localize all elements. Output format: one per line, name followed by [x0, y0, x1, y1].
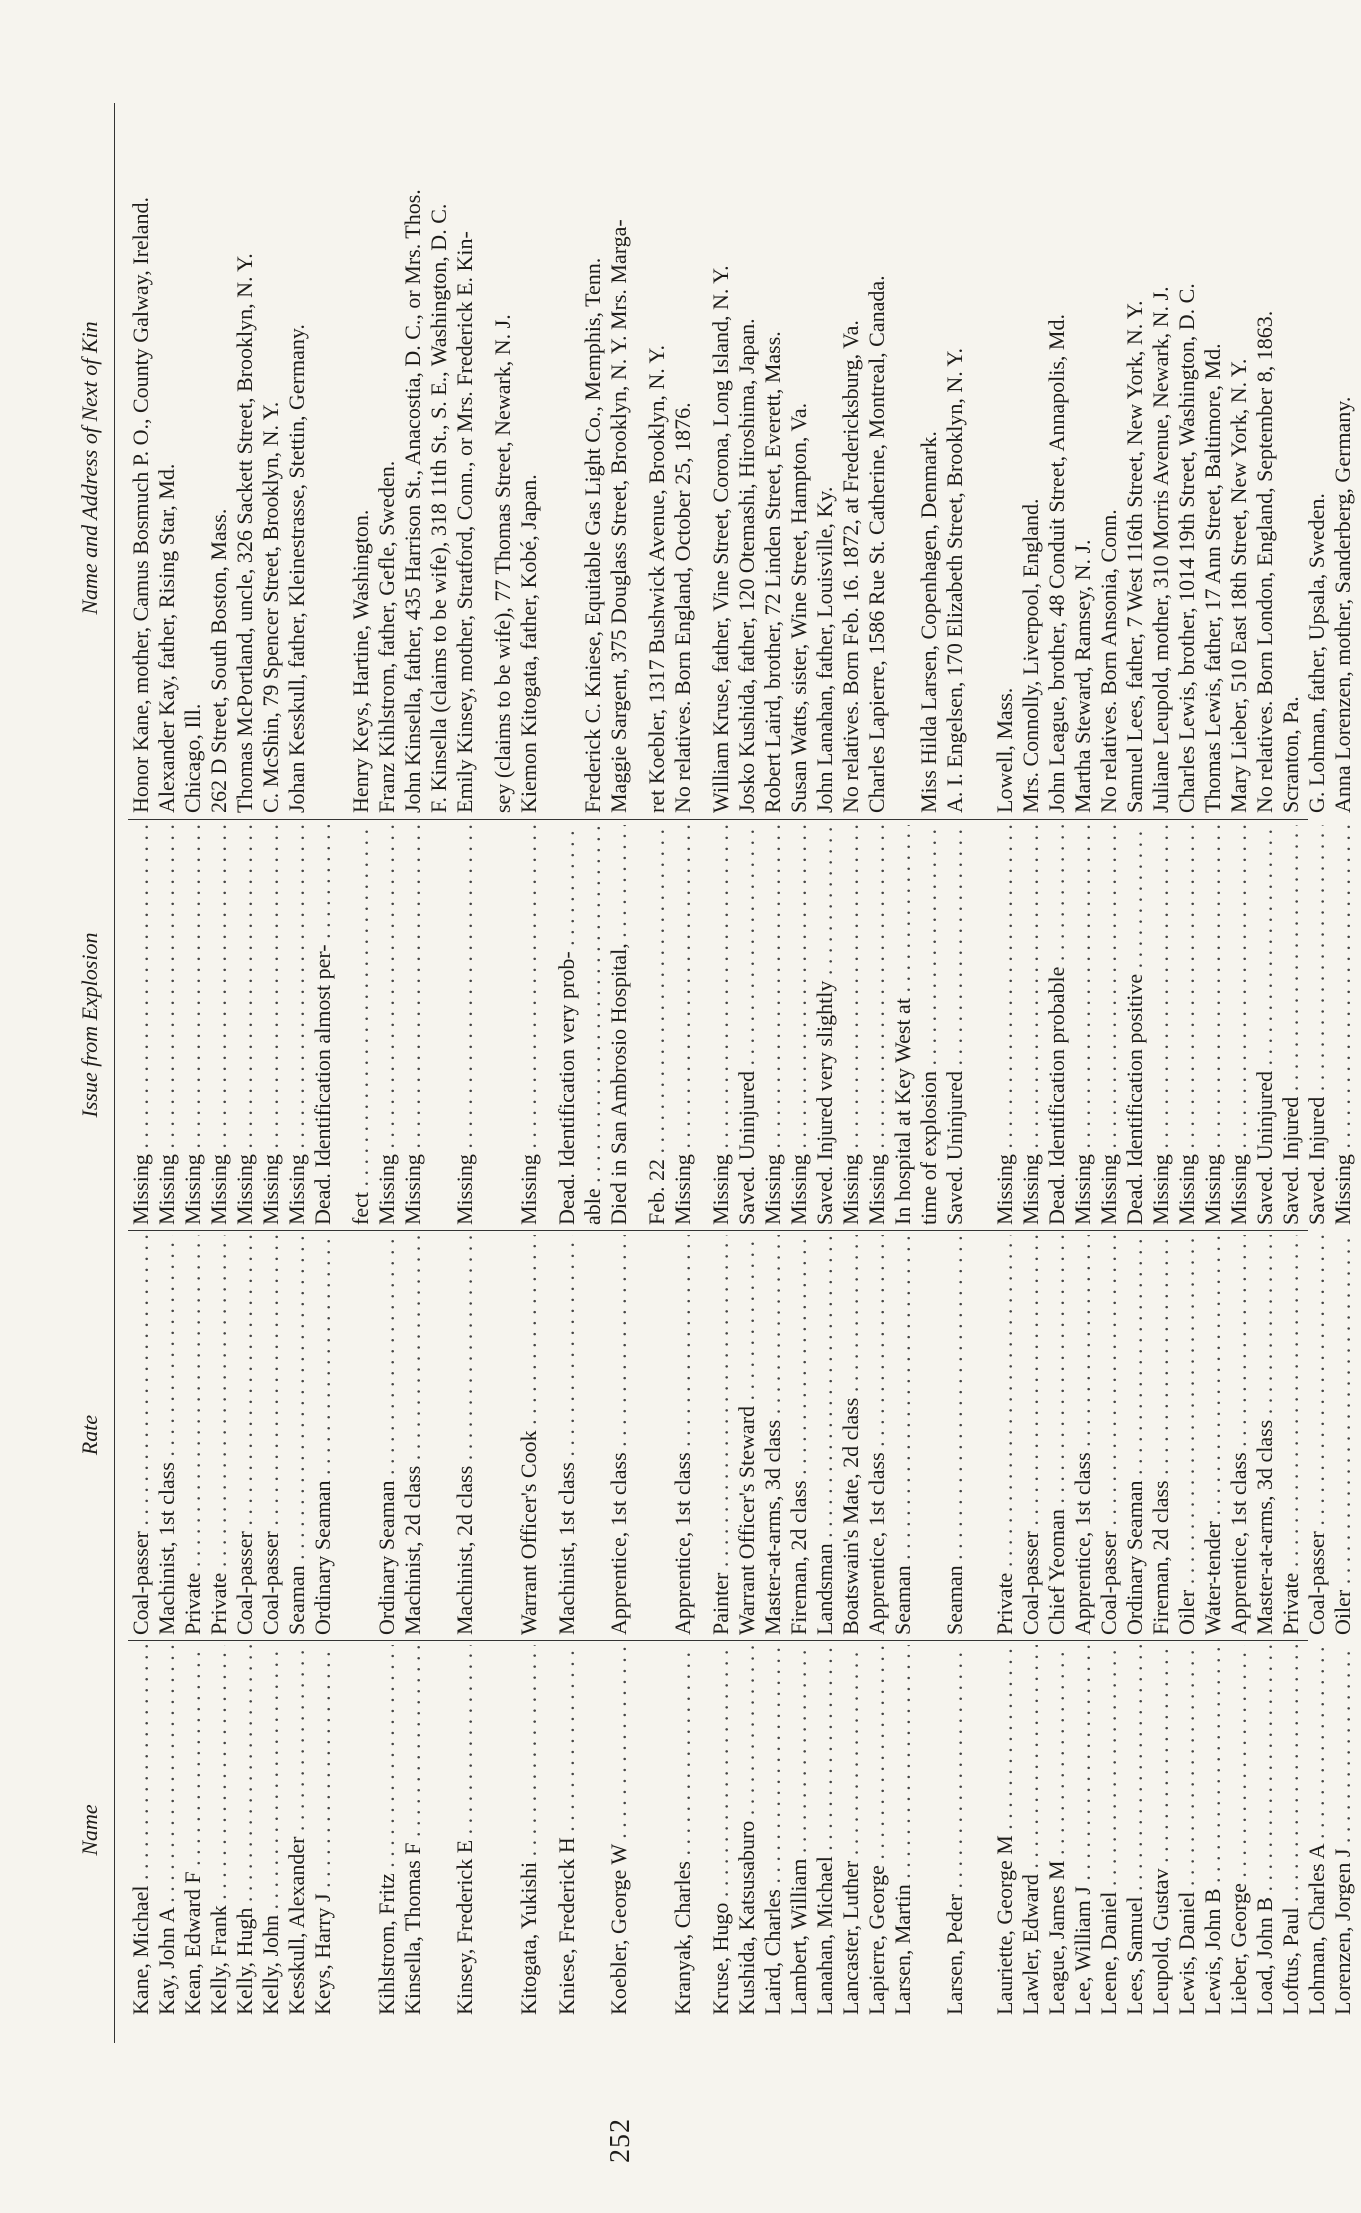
kin-cell: G. Lohman, father, Upsala, Sweden.: [1304, 493, 1329, 813]
issue-cell: Missing . . .: [374, 825, 400, 1225]
kin-cell: Emily Kinsey, mother, Stratford, Conn., or Mrs. Frederick E. Kin-: [452, 231, 477, 813]
table-row: [310, 123, 336, 2023]
name-cell: Load, John B . . .: [1252, 1645, 1278, 2015]
kin-cell: William Kruse, father, Vine Street, Corona, Long Island, N. Y.: [708, 265, 733, 813]
name-cell: Koebler, George W . . .: [606, 1645, 632, 2015]
kin-cell: Anna Lorenzen, mother, Sanderberg, Germany.: [1330, 396, 1355, 813]
table-row: [1330, 123, 1356, 2023]
rate-cell: Machinist, 1st class . . .: [554, 1235, 580, 1635]
kin-cell: Alexander Kay, father, Rising Star, Md.: [154, 463, 179, 813]
rate-cell: Coal-passer . . .: [258, 1235, 284, 1635]
issue-cell: Dead. Identification positive . . .: [1122, 825, 1148, 1225]
rate-cell: Private . . .: [180, 1235, 206, 1635]
rate-cell: Ordinary Seaman . . .: [1122, 1235, 1148, 1635]
table-row: [232, 123, 258, 2023]
rate-cell: Apprentice, 1st class . . .: [1226, 1235, 1252, 1635]
name-cell: Kniese, Frederick H . . .: [554, 1645, 580, 2015]
rate-cell: Seaman . . .: [890, 1235, 916, 1635]
table-row: [1148, 123, 1174, 2023]
kin-cell: Honor Kane, mother, Camus Bosmuch P. O., County Galway, Ireland.: [128, 196, 153, 813]
issue-cell: Missing . . .: [1148, 825, 1174, 1225]
rate-cell: Apprentice, 1st class . . .: [670, 1235, 696, 1635]
kin-cell: Thomas McPortland, uncle, 326 Sackett Street, Brooklyn, N. Y.: [232, 253, 257, 813]
kin-cell: sey (claims to be wife), 77 Thomas Street, Newark, N. J.: [490, 314, 515, 813]
issue-cell: Missing . . .: [516, 825, 542, 1225]
issue-cell: Missing . . .: [232, 825, 258, 1225]
table-row: [1200, 123, 1226, 2023]
name-cell: Kihlstrom, Fritz . . .: [374, 1645, 400, 2015]
issue-cell: [426, 825, 452, 1225]
kin-cell: Mary Lieber, 510 East 18th Street, New York, N. Y.: [1226, 358, 1251, 813]
name-cell: Kelly, Hugh . . .: [232, 1645, 258, 2015]
issue-cell: Missing . . .: [206, 825, 232, 1225]
issue-cell: Missing . . .: [452, 825, 478, 1225]
table-row: [1122, 123, 1148, 2023]
rate-cell: Fireman, 2d class . . .: [786, 1235, 812, 1635]
name-cell: Lees, Samuel . . .: [1122, 1645, 1148, 2015]
rate-cell: Apprentice, 1st class . . .: [1070, 1235, 1096, 1635]
table-row: [786, 123, 812, 2023]
rate-cell: Fireman, 2d class . . .: [1148, 1235, 1174, 1635]
kin-cell: Henry Keys, Hartine, Washington.: [348, 509, 373, 813]
table-row: [644, 123, 670, 2023]
table-row: [374, 123, 400, 2023]
rate-cell: Coal-passer . . .: [232, 1235, 258, 1635]
issue-cell: Feb. 22 . . .: [644, 825, 670, 1225]
table-row: [400, 123, 426, 2023]
kin-cell: Samuel Lees, father, 7 West 116th Street, New York, N. Y.: [1122, 300, 1147, 813]
name-cell: Lanahan, Michael . . .: [812, 1645, 838, 2015]
rate-cell: Master-at-arms, 3d class . . .: [760, 1235, 786, 1635]
kin-cell: A. I. Engelsen, 170 Elizabeth Street, Brooklyn, N. Y.: [942, 348, 967, 813]
name-cell: Leupold, Gustav . . .: [1148, 1645, 1174, 2015]
table-row: [916, 123, 942, 2023]
kin-cell: Charles Lapierre, 1586 Rue St. Catherine, Montreal, Canada.: [864, 275, 889, 813]
name-cell: Kesskull, Alexander . . .: [284, 1645, 310, 2015]
issue-cell: fect . . .: [348, 825, 374, 1225]
name-cell: Kinsey, Frederick E . . .: [452, 1645, 478, 2015]
table-row: [206, 123, 232, 2023]
rate-cell: Private . . .: [1278, 1235, 1304, 1635]
issue-cell: Saved. Uninjured . . .: [734, 825, 760, 1225]
kin-cell: Kiemon Kitogata, father, Kobé, Japan.: [516, 474, 541, 813]
kin-cell: Josko Kushida, father, 120 Otemashi, Hiroshima, Japan.: [734, 318, 759, 813]
table-row: [838, 123, 864, 2023]
name-cell: Loftus, Paul . . .: [1278, 1645, 1304, 2015]
name-cell: Laird, Charles . . .: [760, 1645, 786, 2015]
kin-cell: Maggie Sargent, 375 Douglass Street, Brooklyn, N. Y. Mrs. Marga-: [606, 219, 631, 813]
rate-cell: Coal-passer . . .: [1096, 1235, 1122, 1635]
rate-cell: Seaman . . .: [942, 1235, 968, 1635]
name-cell: Kelly, John . . .: [258, 1645, 284, 2015]
name-cell: Kay, John A . . .: [154, 1645, 180, 2015]
issue-cell: Missing . . .: [1330, 825, 1356, 1225]
issue-cell: Dead. Identification almost per- . . .: [310, 825, 336, 1225]
issue-cell: Saved. Uninjured . . .: [1252, 825, 1278, 1225]
rate-cell: Ordinary Seaman . . .: [374, 1235, 400, 1635]
table-row: [1226, 123, 1252, 2023]
rate-cell: Apprentice, 1st class . . .: [864, 1235, 890, 1635]
kin-cell: C. McShin, 79 Spencer Street, Brooklyn, N. Y.: [258, 401, 283, 813]
kin-cell: John Kinsella, father, 435 Harrison St., Anacostia, D. C., or Mrs. Thos.: [400, 189, 425, 813]
name-cell: Lawler, Edward . . .: [1018, 1645, 1044, 2015]
issue-cell: Saved. Injured . . .: [1304, 825, 1330, 1225]
issue-cell: Missing . . .: [708, 825, 734, 1225]
table-row: [284, 123, 310, 2023]
name-cell: Lambert, William . . .: [786, 1645, 812, 2015]
kin-cell: [890, 93, 916, 813]
issue-cell: Saved. Injured very slightly . . .: [812, 825, 838, 1225]
name-cell: Lorenzen, Jorgen J . . .: [1330, 1645, 1356, 2015]
kin-cell: Mrs. Connolly, Liverpool, England.: [1018, 498, 1043, 813]
name-cell: Kranyak, Charles . . .: [670, 1645, 696, 2015]
issue-cell: Missing . . .: [786, 825, 812, 1225]
rate-cell: Machinist, 2d class . . .: [452, 1235, 478, 1635]
kin-cell: Frederick C. Kniese, Equitable Gas Light Co., Memphis, Tenn.: [580, 257, 605, 813]
table-row: [1018, 123, 1044, 2023]
rate-cell: [580, 1235, 606, 1635]
rate-cell: Ordinary Seaman . . .: [310, 1235, 336, 1635]
issue-cell: time of explosion . . .: [916, 825, 942, 1225]
issue-cell: Saved. Uninjured . . .: [942, 825, 968, 1225]
header-rule: [114, 103, 115, 2043]
kin-cell: Susan Watts, sister, Wine Street, Hampton, Va.: [786, 402, 811, 813]
table-row: [890, 123, 916, 2023]
table-row: [942, 123, 968, 2023]
kin-cell: [554, 93, 580, 813]
kin-cell: Charles Lewis, brother, 1014 19th Street, Washington, D. C.: [1174, 283, 1199, 813]
kin-cell: 262 D Street, South Boston, Mass.: [206, 508, 231, 813]
issue-cell: Missing . . .: [838, 825, 864, 1225]
name-cell: Larsen, Peder . . .: [942, 1645, 968, 2015]
kin-cell: Juliane Leupold, mother, 310 Morris Avenue, Newark, N. J.: [1148, 286, 1173, 813]
issue-cell: Missing . . .: [992, 825, 1018, 1225]
table-row: [128, 123, 154, 2023]
kin-cell: Martha Steward, Ramsey, N. J.: [1070, 539, 1095, 813]
table-row: [606, 123, 632, 2023]
rate-cell: Seaman . . .: [284, 1235, 310, 1635]
issue-cell: Dead. Identification very prob- . . .: [554, 825, 580, 1225]
kin-cell: Robert Laird, brother, 72 Linden Street, Everett, Mass.: [760, 331, 785, 813]
issue-cell: Missing . . .: [1070, 825, 1096, 1225]
table-row: [864, 123, 890, 2023]
table-row: [1174, 123, 1200, 2023]
rate-cell: [490, 1235, 516, 1635]
issue-cell: In hospital at Key West at . . .: [890, 825, 916, 1225]
rate-cell: [916, 1235, 942, 1635]
name-cell: Kruse, Hugo . . .: [708, 1645, 734, 2015]
issue-cell: Missing . . .: [1226, 825, 1252, 1225]
rate-cell: Oiler . . .: [1330, 1235, 1356, 1635]
name-cell: [644, 1645, 670, 2015]
kin-cell: Scranton, Pa.: [1278, 696, 1303, 813]
name-cell: Lancaster, Luther . . .: [838, 1645, 864, 2015]
name-cell: Lieber, George . . .: [1226, 1645, 1252, 2015]
table-row: [516, 123, 542, 2023]
rate-cell: Machinist, 1st class . . .: [154, 1235, 180, 1635]
table-row: [490, 123, 516, 2023]
name-cell: League, James M . . .: [1044, 1645, 1070, 2015]
issue-cell: able . . .: [580, 825, 606, 1225]
name-cell: [348, 1645, 374, 2015]
kin-cell: ret Koebler, 1317 Bushwick Avenue, Brooklyn, N. Y.: [644, 345, 669, 813]
name-cell: Lauriette, George M . . .: [992, 1645, 1018, 2015]
issue-cell: Missing . . .: [258, 825, 284, 1225]
issue-cell: Missing . . .: [670, 825, 696, 1225]
table-row: [452, 123, 478, 2023]
name-cell: Lewis, John B . . .: [1200, 1645, 1226, 2015]
header-name: Name: [77, 1804, 102, 1856]
kin-cell: No relatives. Born Ansonia, Conn.: [1096, 509, 1121, 813]
rate-cell: Private . . .: [992, 1235, 1018, 1635]
table-row: [1070, 123, 1096, 2023]
table-row: [1252, 123, 1278, 2023]
header-rate: Rate: [77, 1414, 102, 1456]
rate-cell: Coal-passer . . .: [128, 1235, 154, 1635]
rate-cell: Private . . .: [206, 1235, 232, 1635]
name-cell: Lee, William J . . .: [1070, 1645, 1096, 2015]
kin-cell: No relatives. Born England, October 25, 1876.: [670, 402, 695, 813]
rate-cell: Coal-passer . . .: [1304, 1235, 1330, 1635]
name-cell: Kean, Edward F . . .: [180, 1645, 206, 2015]
name-cell: [580, 1645, 606, 2015]
name-cell: Kitogata, Yukishi . . .: [516, 1645, 542, 2015]
table-row: [348, 123, 374, 2023]
header-kin: Name and Address of Next of Kin: [77, 321, 102, 615]
rate-cell: Oiler . . .: [1174, 1235, 1200, 1635]
name-cell: Lohman, Charles A . . .: [1304, 1645, 1330, 2015]
rate-cell: Master-at-arms, 3d class . . .: [1252, 1235, 1278, 1635]
table-row: [1044, 123, 1070, 2023]
name-cell: [916, 1645, 942, 2015]
table-row: [670, 123, 696, 2023]
issue-cell: Missing . . .: [1174, 825, 1200, 1225]
rate-cell: [644, 1235, 670, 1635]
name-cell: Kelly, Frank . . .: [206, 1645, 232, 2015]
issue-cell: Saved. Injured . . .: [1278, 825, 1304, 1225]
kin-cell: Lowell, Mass.: [992, 687, 1017, 813]
name-cell: Kane, Michael . . .: [128, 1645, 154, 2015]
rate-cell: Warrant Officer's Steward . . .: [734, 1235, 760, 1635]
name-cell: Leene, Daniel . . .: [1096, 1645, 1122, 2015]
issue-cell: Missing . . .: [864, 825, 890, 1225]
issue-cell: Died in San Ambrosio Hospital, . . .: [606, 825, 632, 1225]
name-cell: Larsen, Martin . . .: [890, 1645, 916, 2015]
table-row: [180, 123, 206, 2023]
issue-cell: Missing . . .: [128, 825, 154, 1225]
issue-cell: Missing . . .: [1096, 825, 1122, 1225]
name-cell: Keys, Harry J . . .: [310, 1645, 336, 2015]
table-row: [258, 123, 284, 2023]
issue-cell: Missing . . .: [1200, 825, 1226, 1225]
table-row: [554, 123, 580, 2023]
name-cell: Kinsella, Thomas F . . .: [400, 1645, 426, 2015]
kin-cell: Thomas Lewis, father, 17 Ann Street, Baltimore, Md.: [1200, 343, 1225, 813]
kin-cell: F. Kinsella (claims to be wife), 318 11th St., S. E., Washington, D. C.: [426, 203, 451, 813]
kin-cell: No relatives. Born London, England, September 8, 1863.: [1252, 310, 1277, 813]
issue-cell: Missing . . .: [180, 825, 206, 1225]
rate-cell: Landsman . . .: [812, 1235, 838, 1635]
rate-cell: Chief Yeoman . . .: [1044, 1235, 1070, 1635]
rate-cell: Water-tender . . .: [1200, 1235, 1226, 1635]
issue-cell: Missing . . .: [400, 825, 426, 1225]
table-row: [580, 123, 606, 2023]
kin-cell: Franz Kihlstrom, father, Gefle, Sweden.: [374, 460, 399, 813]
table-row: [812, 123, 838, 2023]
issue-cell: Missing . . .: [154, 825, 180, 1225]
table-row: [992, 123, 1018, 2023]
name-cell: Lapierre, George . . .: [864, 1645, 890, 2015]
kin-cell: Johan Kesskull, father, Kleinestrasse, Stettin, Germany.: [284, 324, 309, 813]
issue-cell: Missing . . .: [284, 825, 310, 1225]
rate-cell: Apprentice, 1st class . . .: [606, 1235, 632, 1635]
table-row: [1278, 123, 1304, 2023]
issue-cell: Dead. Identification probable . . .: [1044, 825, 1070, 1225]
rate-cell: [348, 1235, 374, 1635]
table-row: [1096, 123, 1122, 2023]
rate-cell: Boatswain's Mate, 2d class . . .: [838, 1235, 864, 1635]
page-number: 252: [605, 2118, 636, 2163]
issue-cell: Missing . . .: [760, 825, 786, 1225]
issue-cell: [490, 825, 516, 1225]
kin-cell: John Lanahan, father, Louisville, Ky.: [812, 486, 837, 813]
table-row: [734, 123, 760, 2023]
table-row: [426, 123, 452, 2023]
name-cell: [490, 1645, 516, 2015]
table-row: [708, 123, 734, 2023]
name-cell: Lewis, Daniel . . .: [1174, 1645, 1200, 2015]
rate-cell: Machinist, 2d class . . .: [400, 1235, 426, 1635]
name-cell: [426, 1645, 452, 2015]
issue-cell: Missing . . .: [1018, 825, 1044, 1225]
kin-cell: [310, 93, 336, 813]
table-row: [760, 123, 786, 2023]
rate-cell: Painter . . .: [708, 1235, 734, 1635]
table-row: [154, 123, 180, 2023]
rate-cell: [426, 1235, 452, 1635]
kin-cell: Chicago, Ill.: [180, 703, 205, 813]
kin-cell: No relatives. Born Feb. 16. 1872, at Fredericksburg, Va.: [838, 320, 863, 813]
kin-cell: Miss Hilda Larsen, Copenhagen, Denmark.: [916, 431, 941, 813]
name-cell: Kushida, Katsusaburo . . .: [734, 1645, 760, 2015]
rate-cell: Warrant Officer's Cook . . .: [516, 1235, 542, 1635]
table-row: [1304, 123, 1330, 2023]
header-issue: Issue from Explosion: [77, 932, 102, 1118]
rate-cell: Coal-passer . . .: [1018, 1235, 1044, 1635]
kin-cell: John League, brother, 48 Conduit Street, Annapolis, Md.: [1044, 314, 1069, 813]
